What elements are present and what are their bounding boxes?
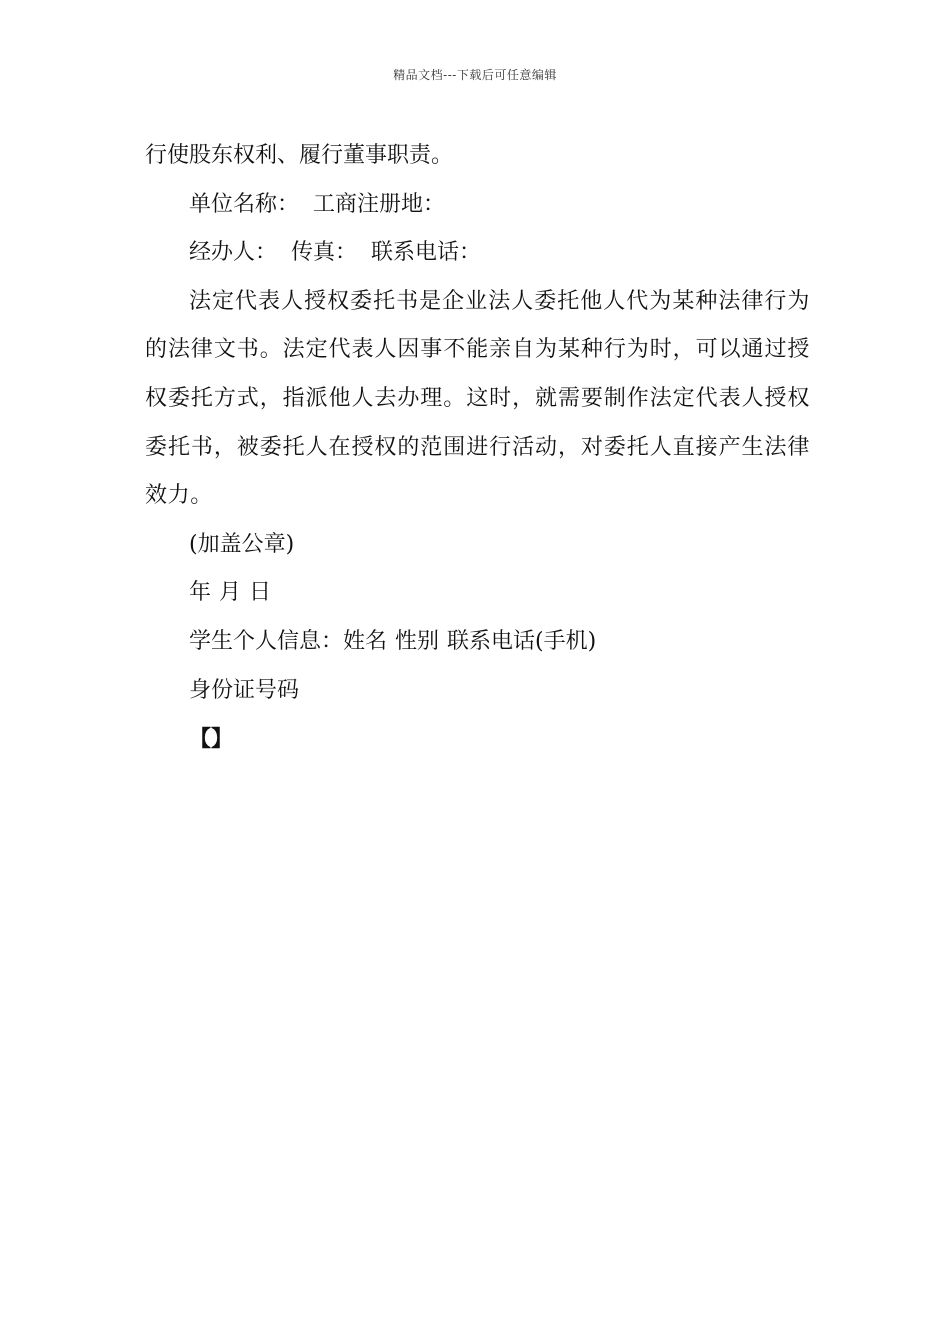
id-number-line: 身份证号码 (189, 677, 300, 703)
date-line (145, 569, 810, 618)
student-info-line (145, 618, 810, 667)
name-label: 姓名 (343, 628, 388, 654)
explanation-paragraph: 法定代表人授权委托书是企业法人委托他人代为某种法律行为的法律文书。法定代表人因事不能亲自为某种行为时，可以通过授权委托方式，指派他人去办理。这时，就需要制作法定代表人授权委托书，被委托人在授权的范围进行活动，对委托人直接产生法律效力。 (145, 288, 810, 509)
contact-line (145, 229, 810, 278)
text-line-rights: 行使股东权利、履行董事职责。 (145, 143, 454, 168)
seal-line: (加盖公章) (189, 531, 295, 557)
reg-place-label: 工商注册地： (313, 191, 446, 217)
day-label: 日 (249, 580, 272, 606)
student-info-label: 学生个人信息： (189, 628, 344, 654)
year-label: 年 (189, 580, 212, 606)
fax-label: 传真： (291, 240, 358, 266)
handler-label: 经办人： (189, 240, 278, 266)
page-header: 精品文档---下载后可任意编辑 (393, 68, 557, 82)
unit-name-label: 单位名称： (189, 191, 300, 217)
gender-label: 性别 (395, 628, 440, 654)
document-body (145, 132, 810, 764)
mobile-label: 联系电话(手机) (447, 628, 597, 654)
month-label: 月 (219, 580, 242, 606)
unit-info-line (145, 181, 810, 230)
brackets-line: 【】 (189, 726, 234, 753)
phone-label: 联系电话： (371, 240, 482, 266)
